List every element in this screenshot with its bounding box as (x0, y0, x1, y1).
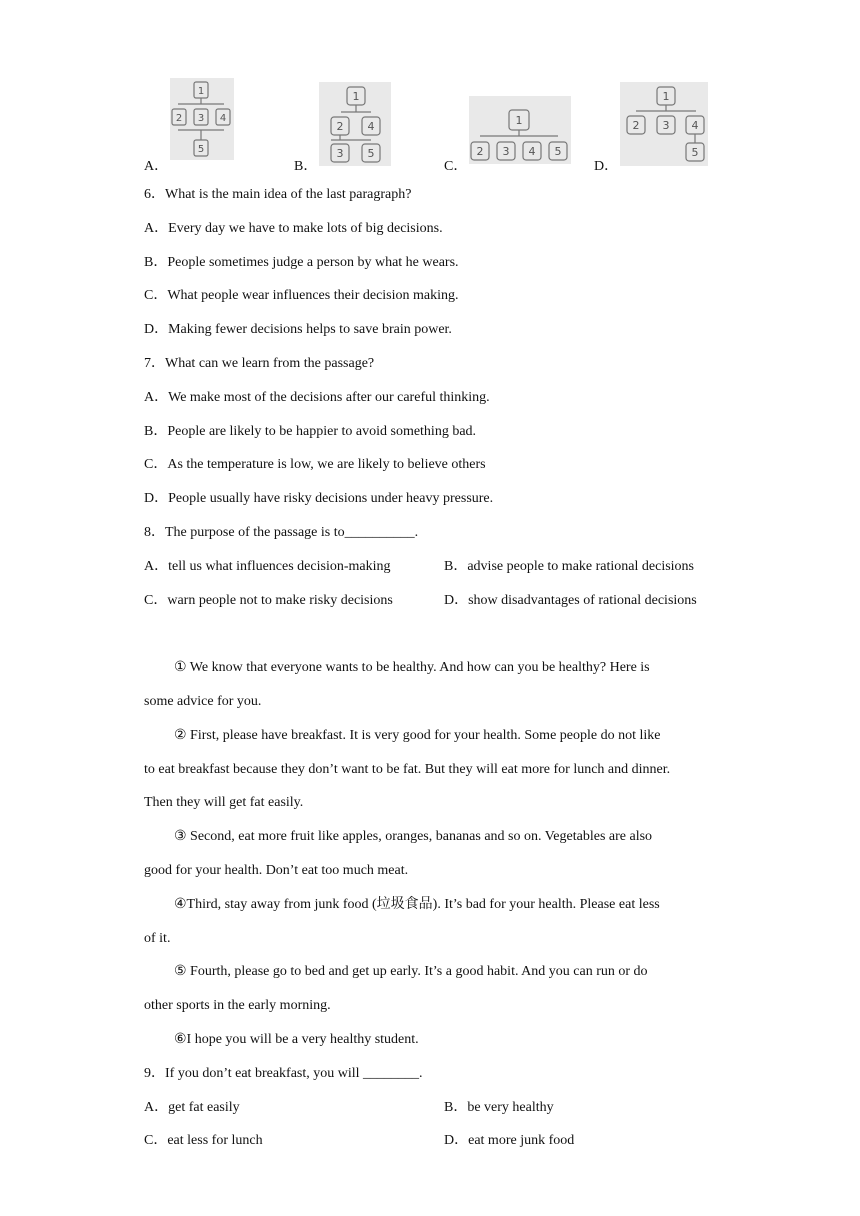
svg-text:4: 4 (691, 119, 699, 132)
q6-option-b[interactable]: B．People sometimes judge a person by what he wears. (144, 255, 459, 270)
svg-text:1: 1 (662, 90, 670, 103)
paragraph-2-line-1: ② First, please have breakfast. It is very good for your health. Some people do not like (174, 728, 661, 743)
box-4: 4 (219, 113, 227, 124)
paragraph-4-line-2: of it. (144, 931, 171, 946)
paragraph-2-line-3: Then they will get fat easily. (144, 795, 304, 810)
svg-text:5: 5 (554, 145, 562, 158)
box-5: 5 (197, 144, 205, 155)
q9-option-d[interactable]: D．eat more junk food (444, 1133, 575, 1148)
option-a-label: A． (144, 159, 169, 174)
q8-option-b[interactable]: B．advise people to make rational decisions (444, 559, 694, 574)
option-c-label: C． (444, 159, 468, 174)
svg-text:2: 2 (336, 120, 344, 133)
q6-stem: 6．What is the main idea of the last paragraph? (144, 187, 412, 202)
option-a-diagram (170, 78, 234, 160)
option-b-diagram (319, 82, 391, 166)
q8-option-d[interactable]: D．show disadvantages of rational decisions (444, 593, 697, 608)
svg-text:4: 4 (528, 145, 536, 158)
paragraph-4-line-1: ④Third, stay away from junk food (垃圾食品). It’s bad for your health. Please eat less (174, 897, 660, 912)
q6-option-c[interactable]: C．What people wear influences their decision making. (144, 288, 459, 303)
q7-option-c[interactable]: C．As the temperature is low, we are likely to believe others (144, 457, 486, 472)
q9-option-b[interactable]: B．be very healthy (444, 1100, 554, 1115)
svg-text:5: 5 (691, 146, 699, 159)
svg-text:1: 1 (515, 114, 523, 127)
paragraph-5-line-2: other sports in the early morning. (144, 998, 331, 1013)
q7-option-a[interactable]: A．We make most of the decisions after our careful thinking. (144, 390, 490, 405)
svg-text:3: 3 (502, 145, 510, 158)
svg-text:3: 3 (662, 119, 670, 132)
q9-option-c[interactable]: C．eat less for lunch (144, 1133, 263, 1148)
paragraph-1-line-1: ① We know that everyone wants to be healthy. And how can you be healthy? Here is (174, 660, 650, 675)
paragraph-6-line-1: ⑥I hope you will be a very healthy student. (174, 1032, 419, 1047)
svg-text:5: 5 (367, 147, 375, 160)
q8-option-c[interactable]: C．warn people not to make risky decisions (144, 593, 393, 608)
box-2: 2 (175, 113, 183, 124)
svg-text:4: 4 (367, 120, 375, 133)
paragraph-5-line-1: ⑤ Fourth, please go to bed and get up early. It’s a good habit. And you can run or do (174, 964, 648, 979)
q7-option-b[interactable]: B．People are likely to be happier to avoid something bad. (144, 424, 477, 439)
option-c-diagram (469, 96, 571, 164)
svg-text:3: 3 (336, 147, 344, 160)
option-d-label: D． (594, 159, 619, 174)
option-b-label: B． (294, 159, 318, 174)
q7-option-d[interactable]: D．People usually have risky decisions under heavy pressure. (144, 491, 494, 506)
q6-option-d[interactable]: D．Making fewer decisions helps to save brain power. (144, 322, 452, 337)
paragraph-3-line-2: good for your health. Don’t eat too much meat. (144, 863, 409, 878)
option-d-diagram (620, 82, 708, 166)
q9-option-a[interactable]: A．get fat easily (144, 1100, 240, 1115)
q9-stem: 9．If you don’t eat breakfast, you will ________. (144, 1066, 423, 1081)
q8-stem: 8．The purpose of the passage is to__________. (144, 525, 419, 540)
svg-text:2: 2 (632, 119, 640, 132)
box-3: 3 (197, 113, 205, 124)
paragraph-3-line-1: ③ Second, eat more fruit like apples, oranges, bananas and so on. Vegetables are also (174, 829, 653, 844)
svg-text:1: 1 (352, 90, 360, 103)
q6-option-a[interactable]: A．Every day we have to make lots of big decisions. (144, 221, 443, 236)
box-1: 1 (197, 86, 205, 97)
q7-stem: 7．What can we learn from the passage? (144, 356, 375, 371)
paragraph-1-line-2: some advice for you. (144, 694, 262, 709)
svg-text:2: 2 (476, 145, 484, 158)
q8-option-a[interactable]: A．tell us what influences decision-making (144, 559, 391, 574)
paragraph-2-line-2: to eat breakfast because they don’t want to be fat. But they will eat more for lunch and dinner. (144, 762, 671, 777)
